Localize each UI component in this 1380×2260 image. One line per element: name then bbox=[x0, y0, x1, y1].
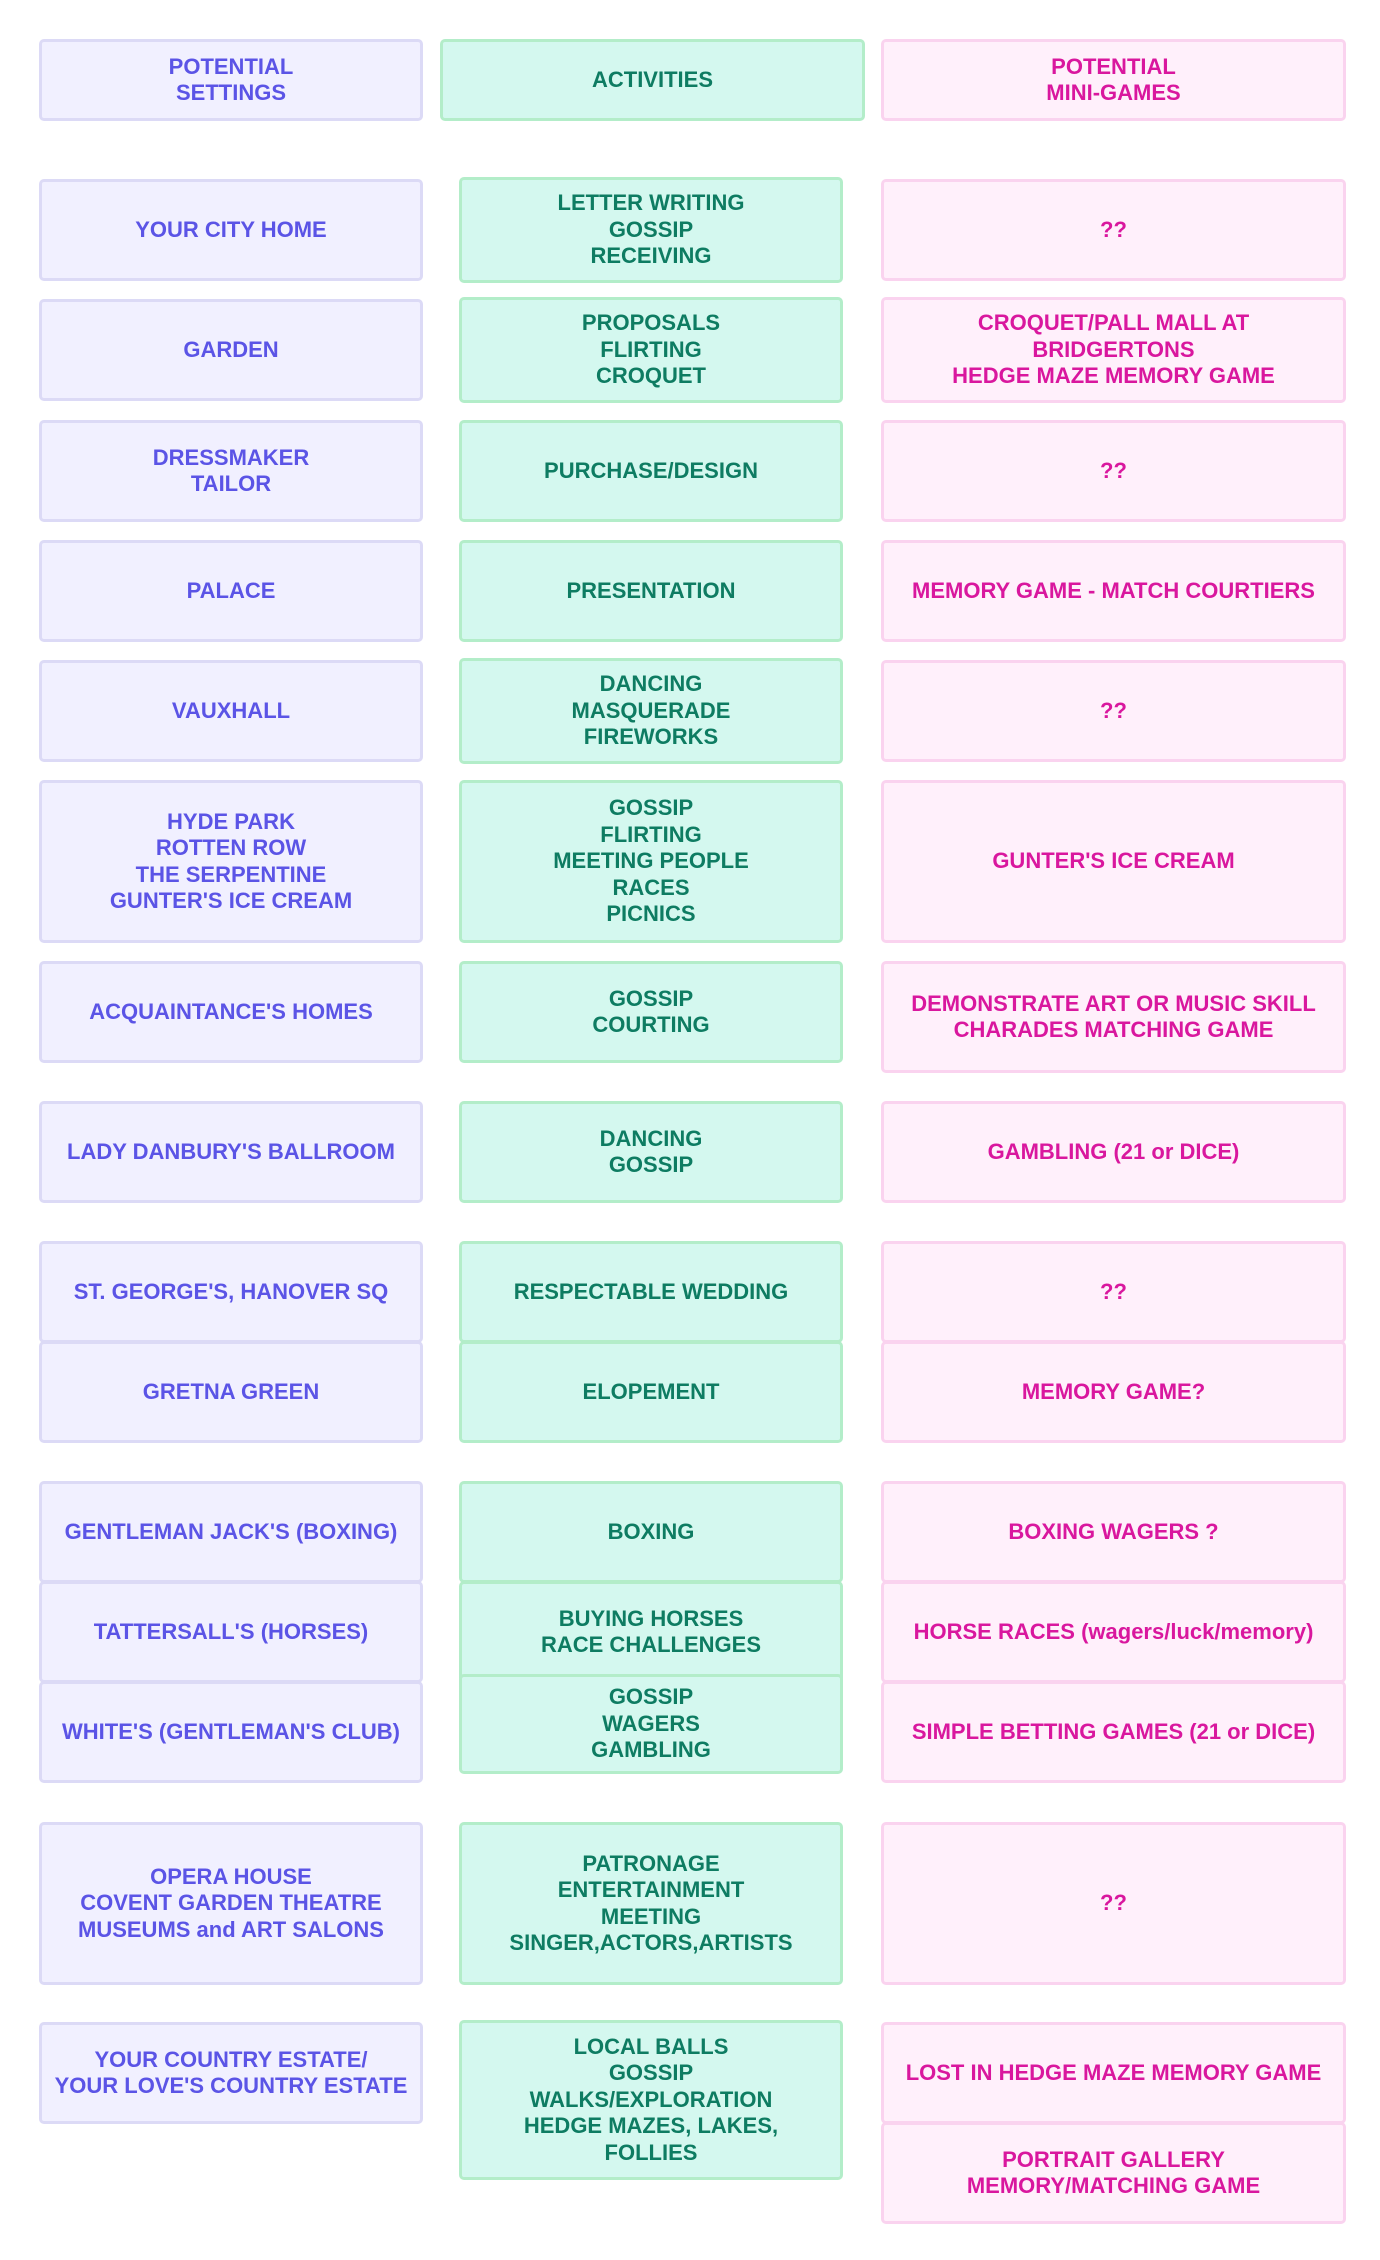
header-settings: POTENTIAL SETTINGS bbox=[39, 39, 423, 121]
setting-palace: PALACE bbox=[39, 540, 423, 642]
setting-country-estate: YOUR COUNTRY ESTATE/ YOUR LOVE'S COUNTRY ESTATE bbox=[39, 2022, 423, 2124]
game-city-home: ?? bbox=[881, 179, 1346, 281]
game-art-music: DEMONSTRATE ART OR MUSIC SKILL CHARADES MATCHING GAME bbox=[881, 961, 1346, 1073]
setting-tattersalls: TATTERSALL'S (HORSES) bbox=[39, 1581, 423, 1683]
activity-patronage: PATRONAGE ENTERTAINMENT MEETING SINGER,ACTORS,ARTISTS bbox=[459, 1822, 843, 1985]
activity-dancing: DANCING MASQUERADE FIREWORKS bbox=[459, 658, 843, 764]
activity-purchase: PURCHASE/DESIGN bbox=[459, 420, 843, 522]
activity-park-outings: GOSSIP FLIRTING MEETING PEOPLE RACES PICNICS bbox=[459, 780, 843, 943]
activity-presentation: PRESENTATION bbox=[459, 540, 843, 642]
header-activities: ACTIVITIES bbox=[440, 39, 865, 121]
game-wedding: ?? bbox=[881, 1241, 1346, 1343]
game-portrait-gallery: PORTRAIT GALLERY MEMORY/MATCHING GAME bbox=[881, 2122, 1346, 2224]
activity-elopement: ELOPEMENT bbox=[459, 1341, 843, 1443]
setting-hyde-park: HYDE PARK ROTTEN ROW THE SERPENTINE GUNTER'S ICE CREAM bbox=[39, 780, 423, 943]
game-horse-races: HORSE RACES (wagers/luck/memory) bbox=[881, 1581, 1346, 1683]
activity-country: LOCAL BALLS GOSSIP WALKS/EXPLORATION HEDGE MAZES, LAKES, FOLLIES bbox=[459, 2020, 843, 2180]
setting-garden: GARDEN bbox=[39, 299, 423, 401]
game-gambling: GAMBLING (21 or DICE) bbox=[881, 1101, 1346, 1203]
setting-gretna-green: GRETNA GREEN bbox=[39, 1341, 423, 1443]
game-match-courtiers: MEMORY GAME - MATCH COURTIERS bbox=[881, 540, 1346, 642]
setting-city-home: YOUR CITY HOME bbox=[39, 179, 423, 281]
game-croquet: CROQUET/PALL MALL AT BRIDGERTONS HEDGE MAZE MEMORY GAME bbox=[881, 297, 1346, 403]
game-opera: ?? bbox=[881, 1822, 1346, 1985]
setting-opera-house: OPERA HOUSE COVENT GARDEN THEATRE MUSEUMS and ART SALONS bbox=[39, 1822, 423, 1985]
setting-danbury-ballroom: LADY DANBURY'S BALLROOM bbox=[39, 1101, 423, 1203]
activity-proposals: PROPOSALS FLIRTING CROQUET bbox=[459, 297, 843, 403]
game-dressmaker: ?? bbox=[881, 420, 1346, 522]
activity-courting: GOSSIP COURTING bbox=[459, 961, 843, 1063]
setting-whites-club: WHITE'S (GENTLEMAN'S CLUB) bbox=[39, 1681, 423, 1783]
game-vauxhall: ?? bbox=[881, 660, 1346, 762]
header-games: POTENTIAL MINI-GAMES bbox=[881, 39, 1346, 121]
activity-letter-writing: LETTER WRITING GOSSIP RECEIVING bbox=[459, 177, 843, 283]
setting-gentleman-jacks: GENTLEMAN JACK'S (BOXING) bbox=[39, 1481, 423, 1583]
game-ice-cream: GUNTER'S ICE CREAM bbox=[881, 780, 1346, 943]
setting-dressmaker: DRESSMAKER TAILOR bbox=[39, 420, 423, 522]
game-memory: MEMORY GAME? bbox=[881, 1341, 1346, 1443]
activity-boxing: BOXING bbox=[459, 1481, 843, 1583]
activity-horses: BUYING HORSES RACE CHALLENGES bbox=[459, 1581, 843, 1683]
game-hedge-maze: LOST IN HEDGE MAZE MEMORY GAME bbox=[881, 2022, 1346, 2124]
game-boxing-wagers: BOXING WAGERS ? bbox=[881, 1481, 1346, 1583]
setting-acquaintances: ACQUAINTANCE'S HOMES bbox=[39, 961, 423, 1063]
activity-gambling: GOSSIP WAGERS GAMBLING bbox=[459, 1674, 843, 1774]
activity-wedding: RESPECTABLE WEDDING bbox=[459, 1241, 843, 1343]
setting-st-georges: ST. GEORGE'S, HANOVER SQ bbox=[39, 1241, 423, 1343]
game-betting: SIMPLE BETTING GAMES (21 or DICE) bbox=[881, 1681, 1346, 1783]
activity-ballroom: DANCING GOSSIP bbox=[459, 1101, 843, 1203]
setting-vauxhall: VAUXHALL bbox=[39, 660, 423, 762]
